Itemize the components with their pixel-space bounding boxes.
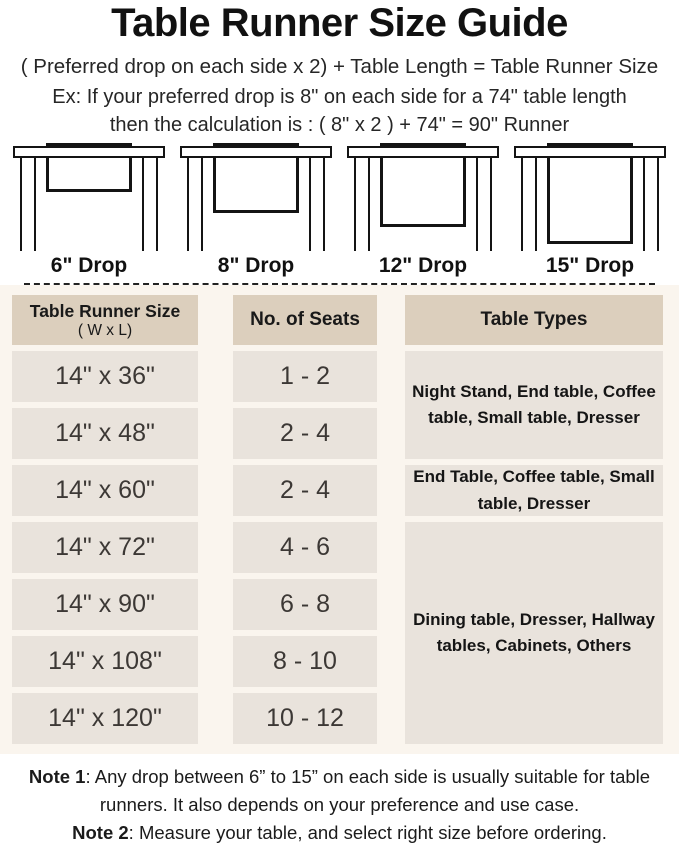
table-leg-right-icon bbox=[476, 157, 492, 251]
table-illustration-8in bbox=[180, 142, 332, 251]
column-runner-size bbox=[12, 295, 198, 744]
size-cell: 14" x 60" bbox=[12, 465, 198, 516]
column-header-seats bbox=[233, 295, 377, 345]
seats-cell: 10 - 12 bbox=[233, 693, 377, 744]
table-leg-right-icon bbox=[643, 157, 659, 251]
table-types-cell-large: Dining table, Dresser, Hallway tables, Cabinets, Others bbox=[405, 522, 663, 744]
page-title: Table Runner Size Guide bbox=[0, 1, 679, 46]
size-cell: 14" x 120" bbox=[12, 693, 198, 744]
table-types-cell-medium: End Table, Coffee table, Small table, Dresser bbox=[405, 465, 663, 516]
size-cell: 14" x 72" bbox=[12, 522, 198, 573]
note-2-text: : Measure your table, and select right size before ordering. bbox=[129, 822, 607, 843]
table-leg-left-icon bbox=[521, 157, 537, 251]
table-illustration-12in bbox=[347, 142, 499, 251]
column-header-runner-size bbox=[12, 295, 198, 345]
drop-labels bbox=[0, 254, 679, 278]
table-leg-left-icon bbox=[354, 157, 370, 251]
column-seats bbox=[233, 295, 377, 744]
table-illustration-15in bbox=[514, 142, 666, 251]
note-2 bbox=[7, 819, 672, 846]
size-cell: 14" x 108" bbox=[12, 636, 198, 687]
size-cell: 14" x 90" bbox=[12, 579, 198, 630]
table-illustrations bbox=[0, 142, 679, 251]
runner-drape-icon bbox=[547, 143, 633, 244]
header-label: Table Types bbox=[481, 309, 588, 331]
table-leg-left-icon bbox=[187, 157, 203, 251]
note-1-label: Note 1 bbox=[29, 766, 86, 787]
table-types-cell-small: Night Stand, End table, Coffee table, Small table, Dresser bbox=[405, 351, 663, 459]
size-guide-table bbox=[0, 285, 679, 754]
table-illustration-6in bbox=[13, 142, 165, 251]
seats-cell: 8 - 10 bbox=[233, 636, 377, 687]
column-table-types bbox=[405, 295, 663, 744]
seats-cell: 1 - 2 bbox=[233, 351, 377, 402]
table-leg-right-icon bbox=[309, 157, 325, 251]
drop-label-12: 12" Drop bbox=[347, 254, 499, 278]
header-label: Table Runner Size bbox=[30, 301, 180, 321]
header-section bbox=[0, 0, 679, 137]
seats-cell: 2 - 4 bbox=[233, 465, 377, 516]
example-text-line1: Ex: If your preferred drop is 8" on each side for a 74" table length bbox=[0, 86, 679, 109]
table-leg-left-icon bbox=[20, 157, 36, 251]
table-leg-right-icon bbox=[142, 157, 158, 251]
example-text-line2: then the calculation is : ( 8" x 2 ) + 74" = 90" Runner bbox=[0, 114, 679, 137]
drop-label-6: 6" Drop bbox=[13, 254, 165, 278]
drop-label-8: 8" Drop bbox=[180, 254, 332, 278]
seats-cell: 6 - 8 bbox=[233, 579, 377, 630]
formula-text: ( Preferred drop on each side x 2) + Table Length = Table Runner Size bbox=[0, 55, 679, 79]
note-1-text: : Any drop between 6” to 15” on each side is usually suitable for table runners. It also depends on your preference and use case. bbox=[85, 766, 650, 815]
note-2-label: Note 2 bbox=[72, 822, 129, 843]
header-sublabel: ( W x L) bbox=[78, 322, 132, 339]
size-cell: 14" x 48" bbox=[12, 408, 198, 459]
header-label: No. of Seats bbox=[250, 309, 360, 331]
seats-cell: 4 - 6 bbox=[233, 522, 377, 573]
column-header-table-types bbox=[405, 295, 663, 345]
drop-label-15: 15" Drop bbox=[514, 254, 666, 278]
seats-cell: 2 - 4 bbox=[233, 408, 377, 459]
notes-section bbox=[0, 754, 679, 846]
note-1 bbox=[7, 763, 672, 819]
size-cell: 14" x 36" bbox=[12, 351, 198, 402]
